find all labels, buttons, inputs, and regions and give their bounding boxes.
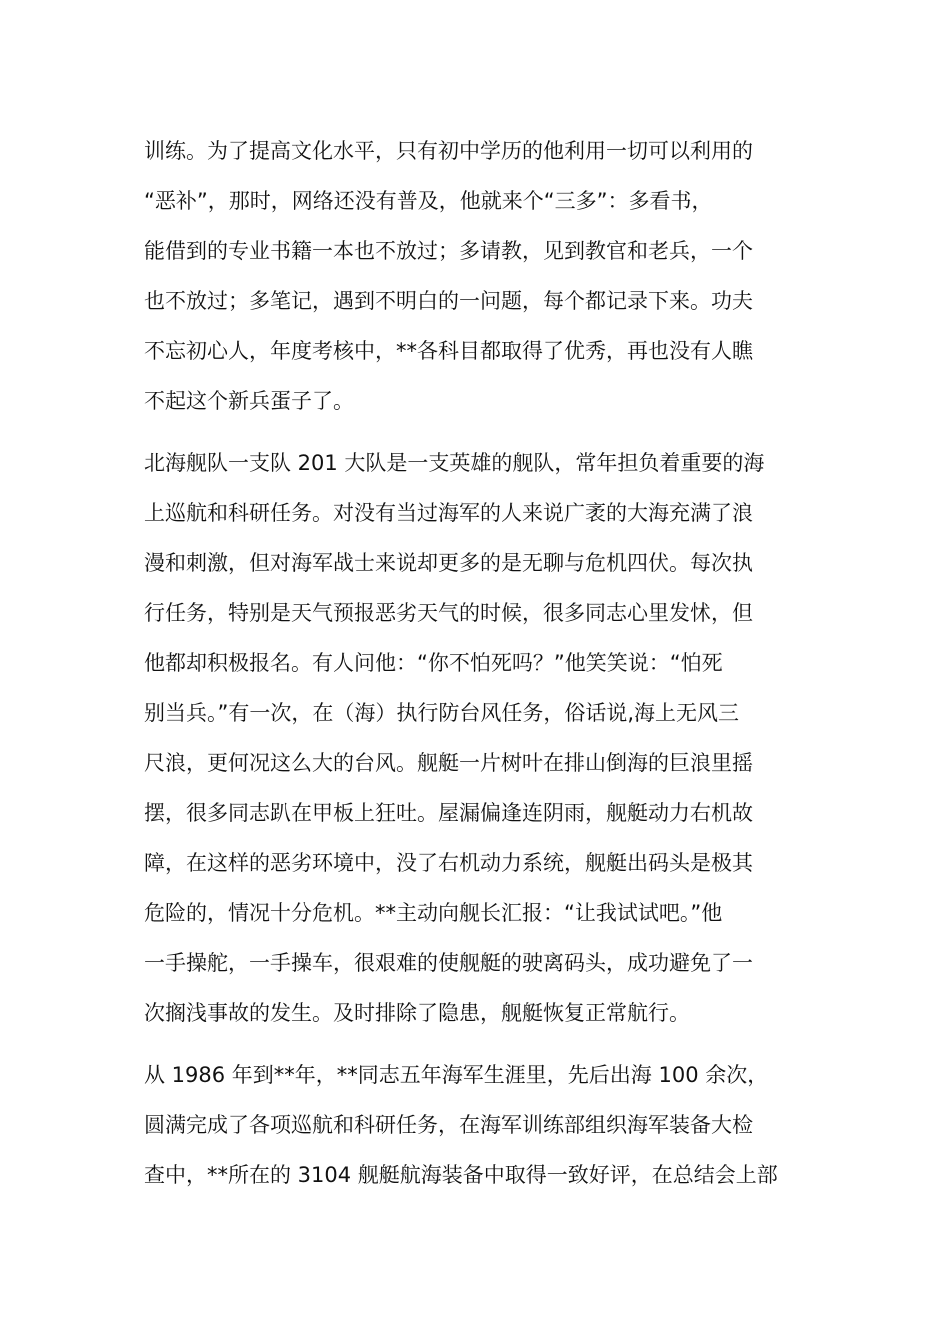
document-body xyxy=(144,126,816,1212)
text-line: 别当兵。”有一次，在（海）执行防台风任务，俗话说,海上无风三 xyxy=(144,701,740,725)
text-line: 障，在这样的恶劣环境中，没了右机动力系统，舰艇出码头是极其 xyxy=(144,851,753,875)
text-line: 也不放过；多笔记，遇到不明白的一问题，每个都记录下来。功夫 xyxy=(144,289,753,313)
text-line: “恶补”，那时，网络还没有普及，他就来个“三多”：多看书， xyxy=(144,189,713,213)
text-line: 能借到的专业书籍一本也不放过；多请教，见到教官和老兵，一个 xyxy=(144,239,753,263)
text-line: 一手操舵，一手操车，很艰难的使舰艇的驶离码头，成功避免了一 xyxy=(144,951,753,975)
text-line: 漫和刺激，但对海军战士来说却更多的是无聊与危机四伏。每次执 xyxy=(144,551,753,575)
text-line: 查中，**所在的 3104 舰艇航海装备中取得一致好评，在总结会上部 xyxy=(144,1163,778,1187)
text-line: 上巡航和科研任务。对没有当过海军的人来说广袤的大海充满了浪 xyxy=(144,501,753,525)
text-line: 不忘初心人，年度考核中，**各科目都取得了优秀，再也没有人瞧 xyxy=(144,339,753,363)
text-line: 次搁浅事故的发生。及时排除了隐患，舰艇恢复正常航行。 xyxy=(144,1001,690,1025)
text-line: 圆满完成了各项巡航和科研任务，在海军训练部组织海军装备大检 xyxy=(144,1113,753,1137)
text-line: 北海舰队一支队 201 大队是一支英雄的舰队，常年担负着重要的海 xyxy=(144,451,765,475)
text-line: 从 1986 年到**年，**同志五年海军生涯里，先后出海 100 余次， xyxy=(144,1063,769,1087)
text-line: 他都却积极报名。有人问他：“你不怕死吗？”他笑笑说：“怕死 xyxy=(144,651,723,675)
text-line: 摆，很多同志趴在甲板上狂吐。屋漏偏逢连阴雨，舰艇动力右机故 xyxy=(144,801,753,825)
text-line: 不起这个新兵蛋子了。 xyxy=(144,389,354,413)
paragraph-service-summary xyxy=(144,1050,816,1200)
text-line: 尺浪，更何况这么大的台风。舰艇一片树叶在排山倒海的巨浪里摇 xyxy=(144,751,753,775)
paragraph-training xyxy=(144,126,816,426)
text-line: 行任务，特别是天气预报恶劣天气的时候，很多同志心里发怵，但 xyxy=(144,601,753,625)
text-line: 训练。为了提高文化水平，只有初中学历的他利用一切可以利用的 xyxy=(144,139,753,163)
paragraph-fleet-mission xyxy=(144,438,816,1038)
text-line: 危险的，情况十分危机。**主动向舰长汇报：“让我试试吧。”他 xyxy=(144,901,723,925)
